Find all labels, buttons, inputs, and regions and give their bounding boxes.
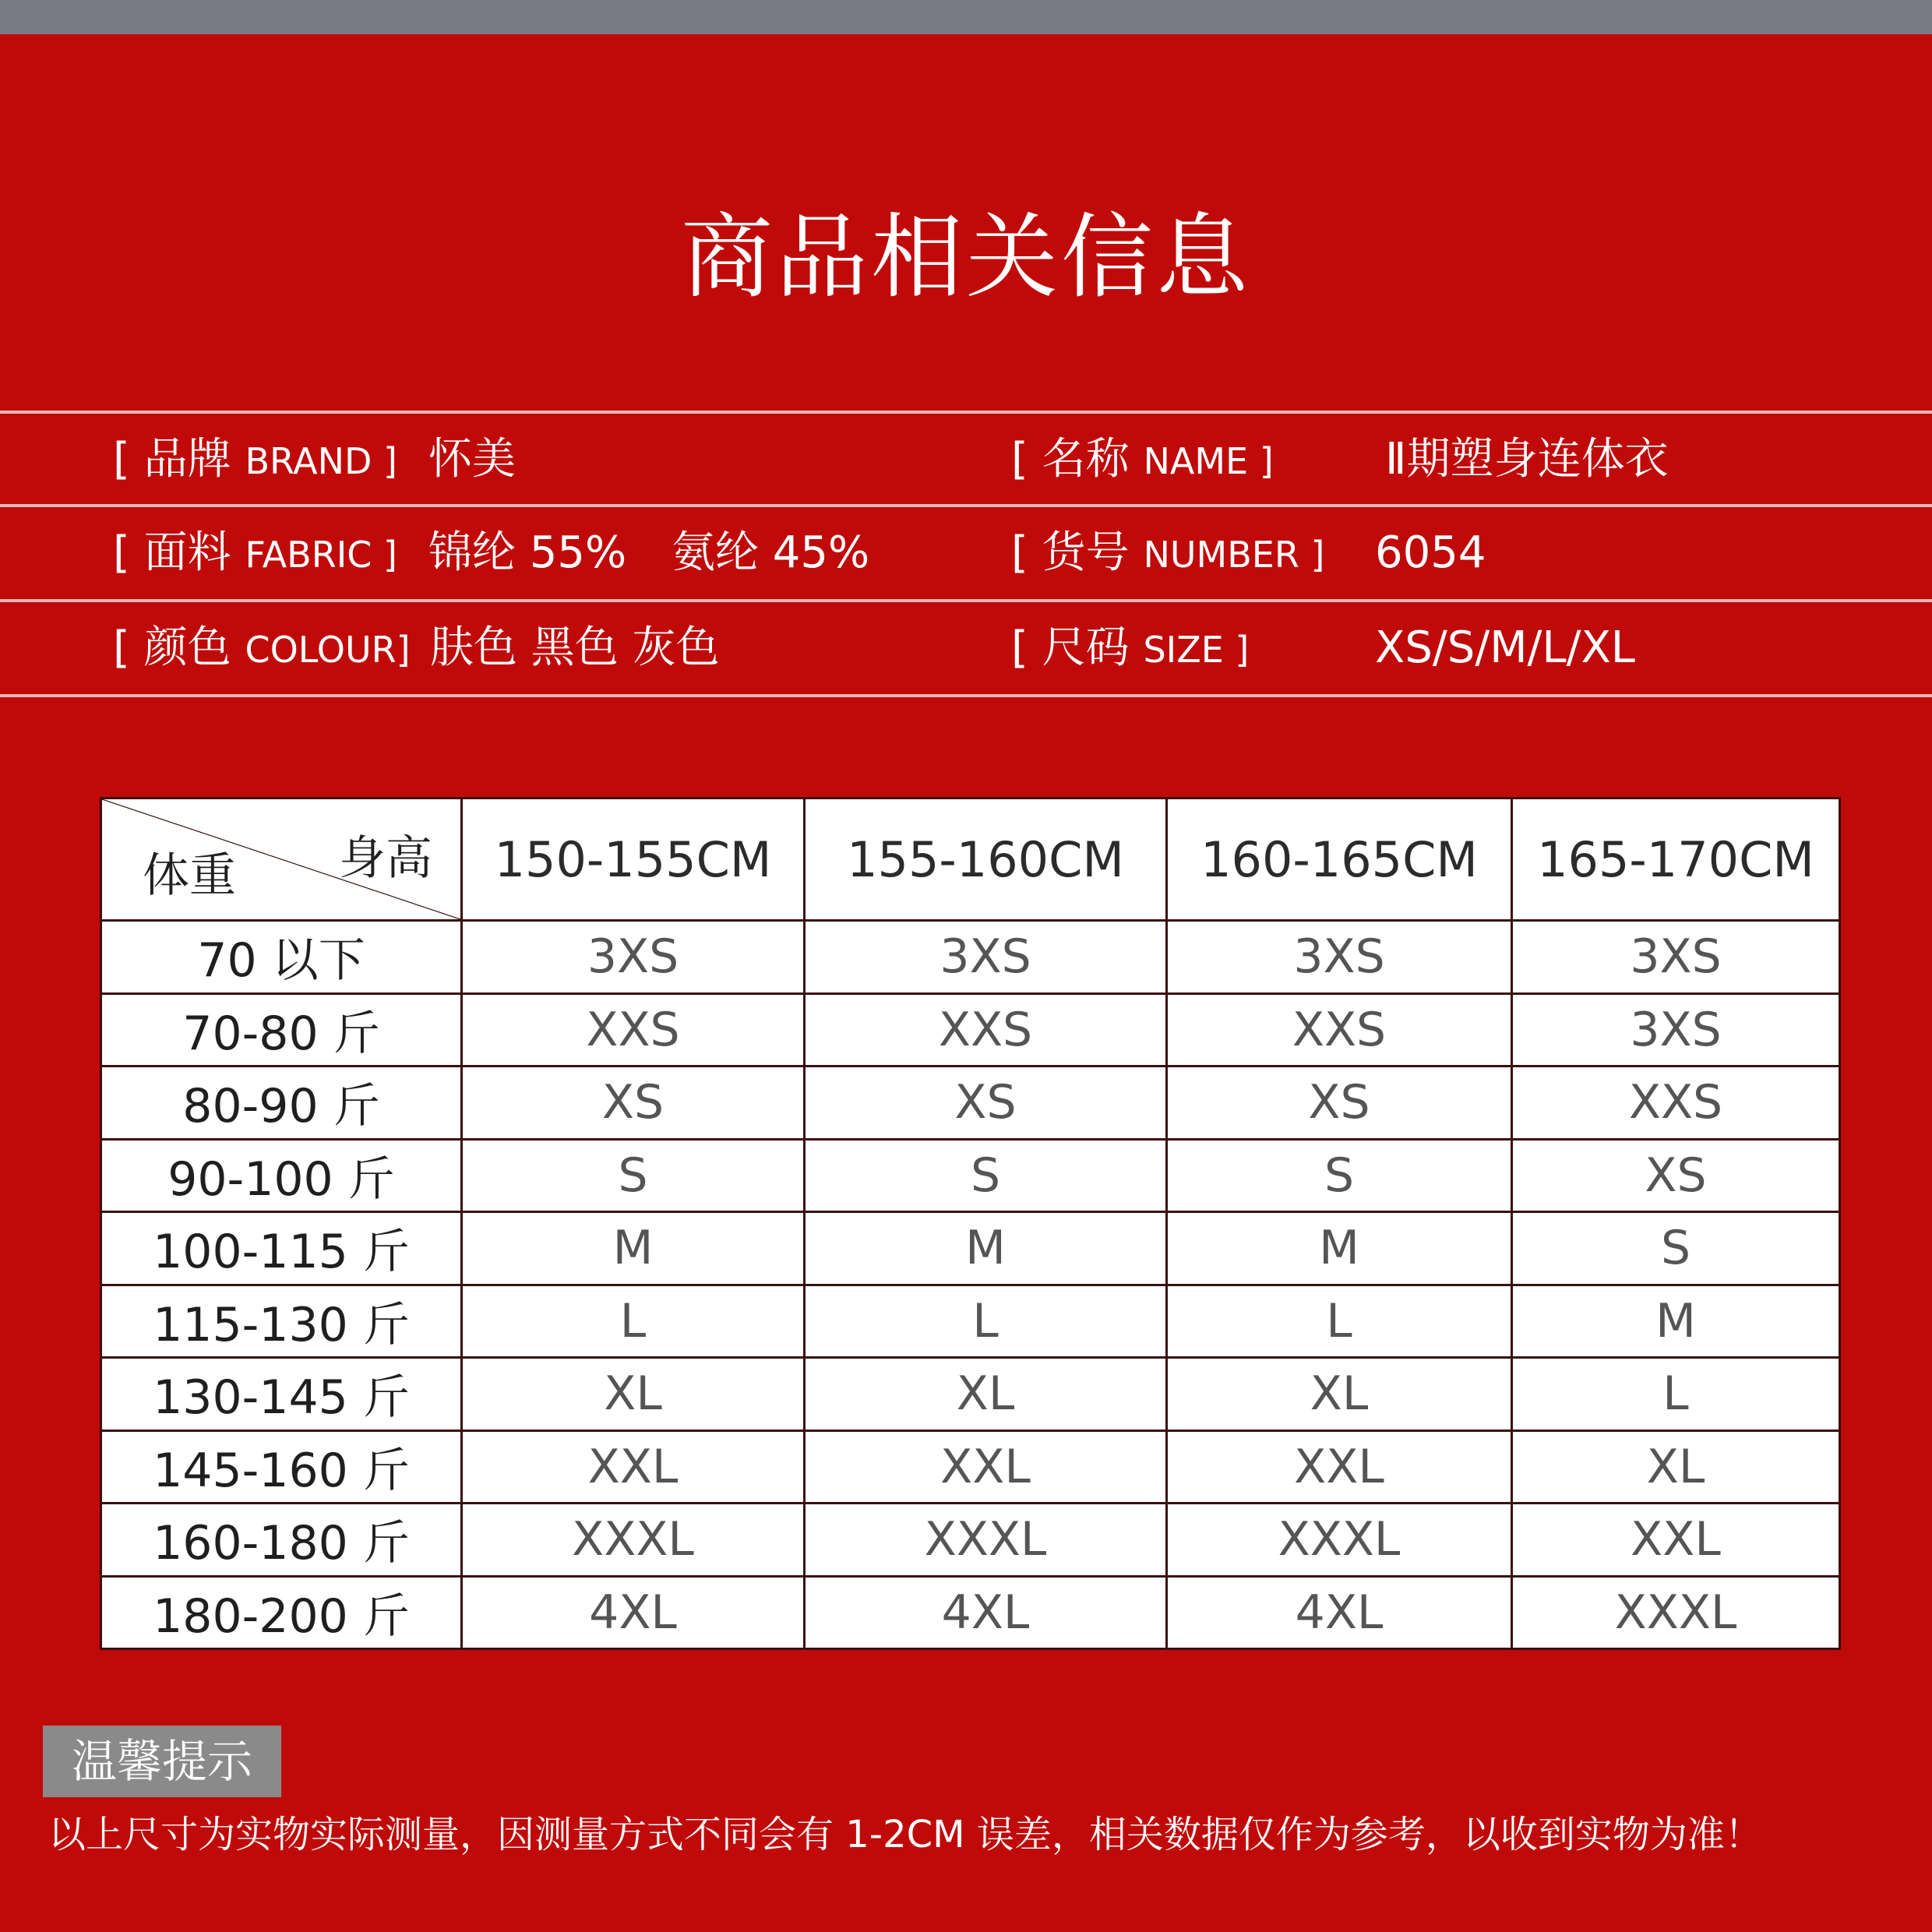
height-header: 身高 — [339, 831, 432, 886]
fabric-label-en: FABRIC ] — [245, 534, 397, 576]
size-cell: XXS — [805, 993, 1167, 1066]
size-cell: 4XL — [805, 1576, 1167, 1649]
size-cell: XXXL — [462, 1504, 805, 1577]
size-cell: XS — [1167, 1066, 1512, 1140]
height-column-header: 165-170CM — [1512, 799, 1840, 921]
size-label — [1011, 602, 1249, 694]
size-cell: 3XS — [462, 921, 805, 994]
weight-cell: 180-200 斤 — [101, 1576, 462, 1649]
size-cell: XXL — [462, 1430, 805, 1504]
weight-cell: 115-130 斤 — [101, 1285, 462, 1358]
size-cell: 4XL — [462, 1576, 805, 1649]
size-cell: M — [805, 1212, 1167, 1285]
size-value: XS/S/M/L/XL — [1375, 622, 1636, 673]
size-cell: XXL — [1512, 1504, 1840, 1577]
fabric-label-cn: [ 面料 — [113, 527, 231, 578]
weight-cell: 70 以下 — [101, 921, 462, 994]
size-cell: S — [462, 1139, 805, 1212]
table-row — [101, 1285, 1840, 1358]
size-cell: L — [805, 1285, 1167, 1358]
height-column-header: 155-160CM — [805, 799, 1167, 921]
number-label-en: NUMBER ] — [1143, 534, 1325, 576]
size-cell: M — [1512, 1285, 1840, 1358]
size-cell: L — [462, 1285, 805, 1358]
number-value: 6054 — [1375, 527, 1486, 578]
table-row — [101, 921, 1840, 994]
weight-cell: 130-145 斤 — [101, 1358, 462, 1431]
size-cell: XXXL — [1167, 1504, 1512, 1577]
number-label — [1011, 507, 1324, 599]
table-row — [101, 1066, 1840, 1140]
size-cell: M — [1167, 1212, 1512, 1285]
size-cell: XS — [462, 1066, 805, 1140]
size-cell: XXS — [1512, 1066, 1840, 1140]
size-chart-table — [100, 797, 1841, 1650]
size-cell: S — [1512, 1212, 1840, 1285]
top-bar — [0, 0, 1932, 34]
info-row-fabric — [0, 507, 1932, 599]
size-cell: L — [1167, 1285, 1512, 1358]
table-row — [101, 1212, 1840, 1285]
colour-label — [113, 602, 411, 694]
size-cell: 3XS — [805, 921, 1167, 994]
size-cell: XXXL — [1512, 1576, 1840, 1649]
table-row — [101, 1139, 1840, 1212]
divider — [0, 694, 1932, 697]
fabric-value-2: 氨纶 45% — [672, 527, 870, 578]
size-cell: XXS — [1167, 993, 1512, 1066]
size-label-cn: [ 尺码 — [1011, 622, 1130, 673]
size-cell: L — [1512, 1358, 1840, 1431]
size-cell: XXS — [462, 993, 805, 1066]
size-label-en: SIZE ] — [1143, 629, 1250, 671]
table-row — [101, 993, 1840, 1066]
info-row-brand — [0, 414, 1932, 506]
weight-header: 体重 — [143, 848, 236, 903]
weight-cell: 70-80 斤 — [101, 993, 462, 1066]
height-column-header: 150-155CM — [462, 799, 805, 921]
weight-cell: 80-90 斤 — [101, 1066, 462, 1140]
size-cell: XL — [462, 1358, 805, 1431]
size-cell: XXXL — [805, 1504, 1167, 1577]
size-cell: XXL — [1167, 1430, 1512, 1504]
table-row — [101, 1504, 1840, 1577]
table-header-row — [101, 799, 1840, 921]
corner-cell — [101, 799, 462, 921]
size-cell: XL — [805, 1358, 1167, 1431]
fabric-value-1: 锦纶 55% — [428, 527, 627, 578]
size-cell: 3XS — [1512, 921, 1840, 994]
brand-label-en: BRAND ] — [245, 440, 397, 482]
colour-label-en: COLOUR] — [245, 629, 411, 671]
size-cell: XXL — [805, 1430, 1167, 1504]
size-cell: XL — [1512, 1430, 1840, 1504]
name-label-cn: [ 名称 — [1011, 434, 1130, 485]
tips-badge: 温馨提示 — [43, 1726, 281, 1797]
name-label-en: NAME ] — [1143, 440, 1274, 482]
name-value: Ⅱ期塑身连体衣 — [1385, 434, 1669, 485]
weight-cell: 90-100 斤 — [101, 1139, 462, 1212]
info-row-colour — [0, 602, 1932, 694]
brand-label — [113, 414, 397, 506]
weight-cell: 145-160 斤 — [101, 1430, 462, 1504]
brand-value: 怀美 — [428, 434, 516, 485]
size-cell: XS — [1512, 1139, 1840, 1212]
size-cell: S — [1167, 1139, 1512, 1212]
size-cell: XS — [805, 1066, 1167, 1140]
size-cell: 3XS — [1512, 993, 1840, 1066]
size-cell: 4XL — [1167, 1576, 1512, 1649]
weight-cell: 100-115 斤 — [101, 1212, 462, 1285]
height-column-header: 160-165CM — [1167, 799, 1512, 921]
table-row — [101, 1576, 1840, 1649]
colour-label-cn: [ 颜色 — [113, 622, 231, 673]
weight-cell: 160-180 斤 — [101, 1504, 462, 1577]
colour-value: 肤色 黑色 灰色 — [430, 622, 720, 673]
name-label — [1011, 414, 1274, 506]
fabric-label — [113, 507, 397, 599]
size-cell: M — [462, 1212, 805, 1285]
size-cell: S — [805, 1139, 1167, 1212]
page-title: 商品相关信息 — [680, 203, 1251, 311]
number-label-cn: [ 货号 — [1011, 527, 1130, 578]
brand-label-cn: [ 品牌 — [113, 434, 231, 485]
size-cell: XL — [1167, 1358, 1512, 1431]
size-cell: 3XS — [1167, 921, 1512, 994]
table-row — [101, 1430, 1840, 1504]
table-row — [101, 1358, 1840, 1431]
tips-text: 以上尺寸为实物实际测量，因测量方式不同会有 1-2CM 误差，相关数据仅作为参考，以收到实物为准！ — [48, 1813, 1762, 1856]
